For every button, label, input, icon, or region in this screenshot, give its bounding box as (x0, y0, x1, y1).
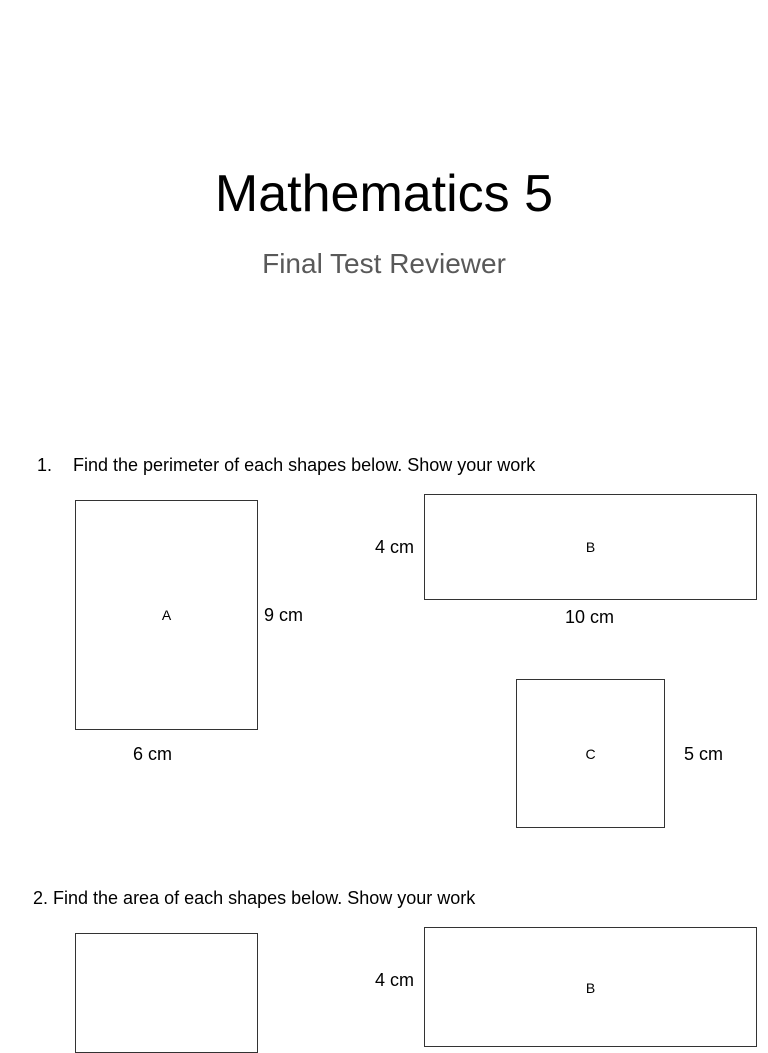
rectangle-b-height: 4 cm (375, 537, 415, 557)
square-c (516, 679, 665, 828)
rectangle-b-2 (424, 927, 757, 1047)
question-2-text: 2. Find the area of each shapes below. Show your work (33, 888, 476, 908)
rectangle-b-label: B (585, 539, 596, 555)
question-1-text: Find the perimeter of each shapes below. Show your work (73, 455, 536, 475)
rectangle-b-width: 10 cm (565, 607, 615, 627)
rectangle-a-width: 6 cm (133, 744, 173, 764)
rectangle-b-2-height: 4 cm (375, 970, 415, 990)
rectangle-b-2-label: B (585, 980, 596, 996)
rectangle-a (75, 500, 258, 730)
question-1 (37, 454, 535, 476)
rectangle-b (424, 494, 757, 600)
page-title: Mathematics 5 (214, 165, 554, 223)
rectangle-a-height: 9 cm (264, 605, 304, 625)
rectangle-a-2 (75, 933, 258, 1053)
question-1-number: 1. (37, 455, 53, 475)
page-subtitle: Final Test Reviewer (262, 248, 506, 279)
question-2 (33, 887, 475, 909)
square-c-side: 5 cm (684, 744, 724, 764)
square-c-label: C (585, 745, 596, 762)
rectangle-a-label: A (161, 607, 172, 623)
